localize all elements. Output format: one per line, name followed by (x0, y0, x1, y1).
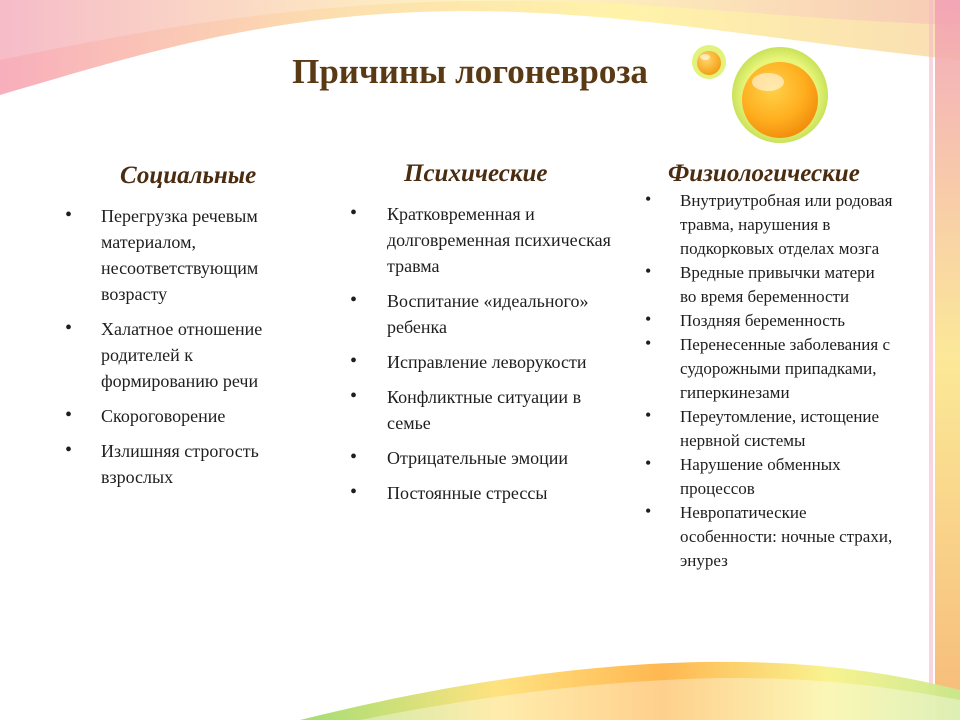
list-item: • Халатное отношение родителей к формированию речи (65, 316, 305, 394)
list-item: • Невропатические особенности: ночные страхи, энурез (645, 501, 895, 573)
psychic-causes-list (350, 201, 620, 506)
list-item: • Отрицательные эмоции (350, 445, 620, 471)
list-item: • Внутриутробная или родовая травма, нарушения в подкорковых отделах мозга (645, 189, 895, 261)
list-item: • Кратковременная и долговременная психическая травма (350, 201, 620, 279)
list-item: • Переутомление, истощение нервной системы (645, 405, 895, 453)
list-item: • Постоянные стрессы (350, 480, 620, 506)
list-item: • Исправление леворукости (350, 349, 620, 375)
physiological-causes-list (645, 189, 895, 573)
list-item: • Воспитание «идеального» ребенка (350, 288, 620, 340)
list-item: • Излишняя строгость взрослых (65, 438, 305, 490)
list-item: • Нарушение обменных процессов (645, 453, 895, 501)
list-item: • Конфликтные ситуации в семье (350, 384, 620, 436)
social-causes-list (65, 203, 305, 490)
slide-title: Причины логоневроза (292, 52, 648, 91)
column-psychic (350, 201, 620, 515)
list-item: • Перенесенные заболевания с судорожными припадками, гиперкинезами (645, 333, 895, 405)
column-heading-psychic: Психические (404, 160, 548, 187)
column-physiological (645, 189, 895, 573)
column-social (65, 203, 305, 499)
list-item: • Перегрузка речевым материалом, несоответствующим возрасту (65, 203, 305, 307)
list-item: • Вредные привычки матери во время беременности (645, 261, 895, 309)
list-item: • Скороговорение (65, 403, 305, 429)
column-heading-physiological: Физиологические (668, 160, 860, 187)
list-item: • Поздняя беременность (645, 309, 895, 333)
column-heading-social: Социальные (120, 162, 257, 189)
